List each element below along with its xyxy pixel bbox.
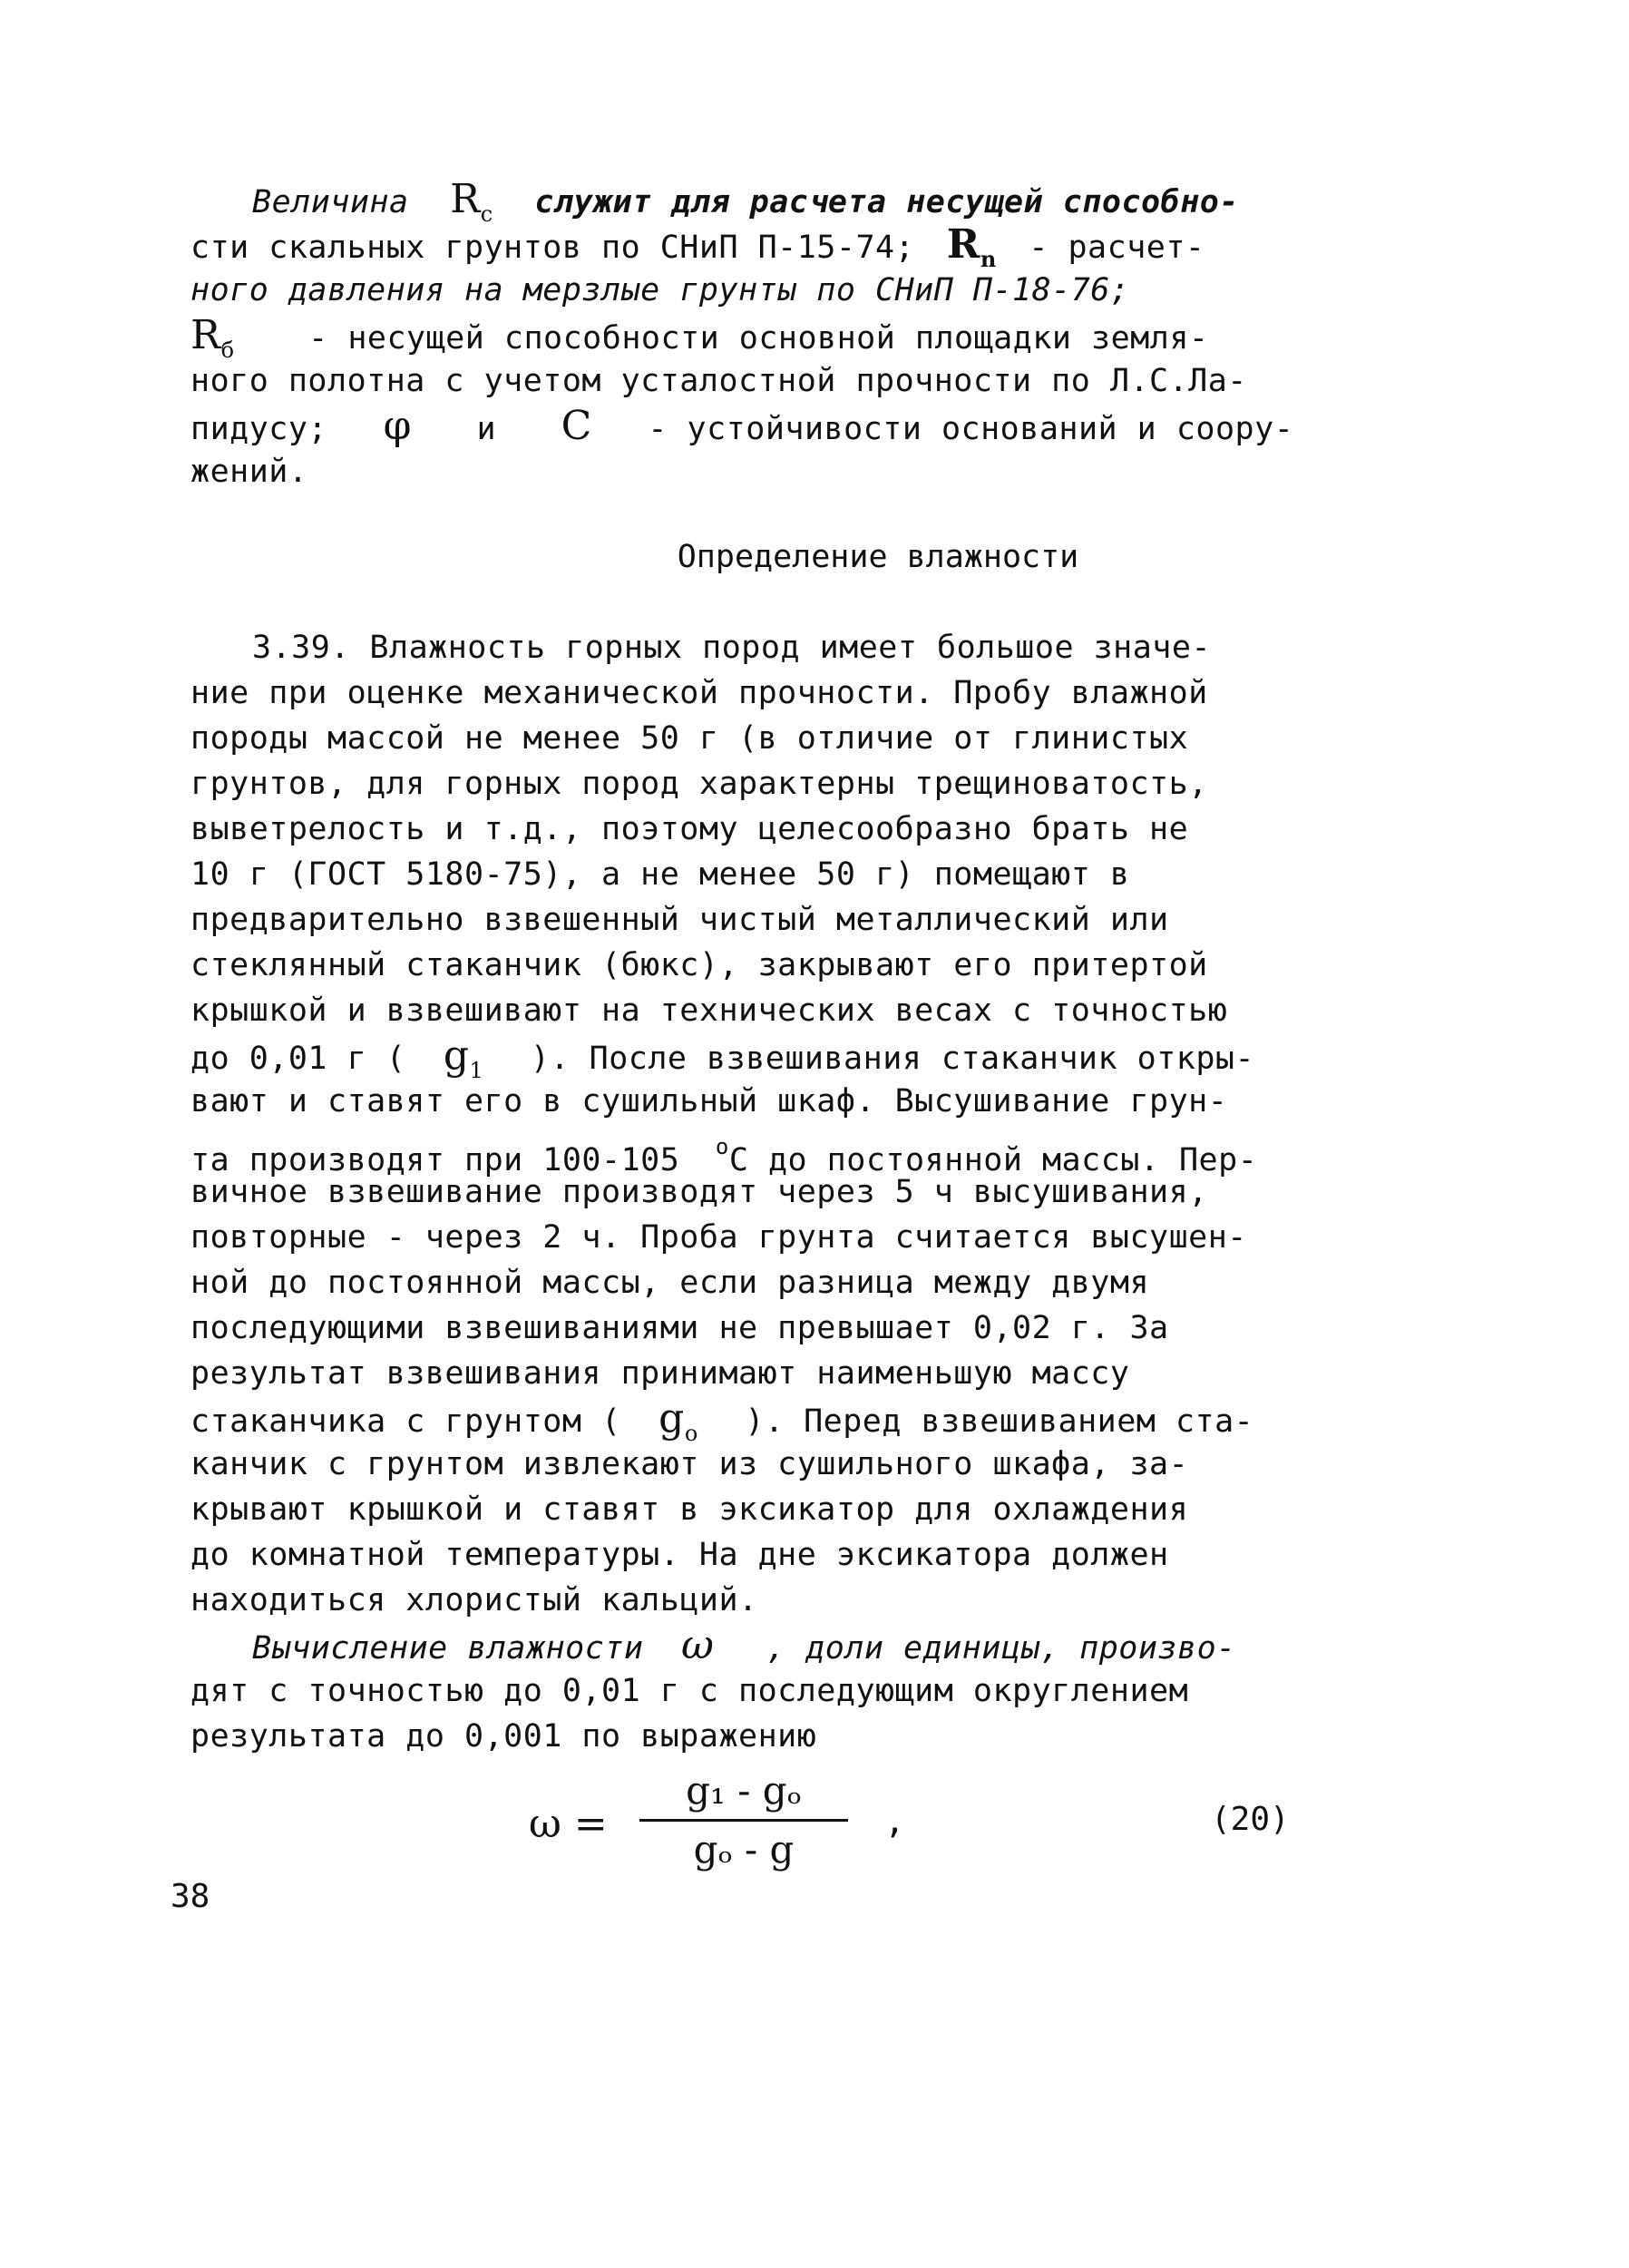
para2-line: крывают крышкой и ставят в эксикатор для охлаждения: [190, 1491, 1189, 1528]
symbol-g0: $g_o$: [658, 1395, 698, 1446]
degree-mark: $^о$С до постоянной массы. Пер-: [715, 1134, 1258, 1178]
text: - несущей способности основной площадки земля-: [308, 320, 1209, 357]
text: - расчет-: [1029, 230, 1205, 266]
formula-20: [522, 1765, 1338, 1901]
para2-line: 3.39. Влажность горных пород имеет большое значе-: [252, 630, 1212, 666]
text: та производят при 100-105: [190, 1142, 680, 1178]
page-number: 38: [171, 1878, 210, 1915]
formula-comma: ,: [884, 1801, 905, 1841]
text: - устойчивости оснований и соору-: [648, 411, 1294, 447]
para2-line: вичное взвешивание производят через 5 ч высушивания,: [190, 1174, 1208, 1210]
para2-line: канчик с грунтом извлекают из сушильного шкафа, за-: [190, 1446, 1189, 1482]
formula-fraction: [639, 1765, 848, 1876]
para2-line: последующими взвешиваниями не превышает 0,02 г. За: [190, 1310, 1169, 1346]
para1-line5: ного полотна с учетом усталостной прочности по Л.С.Ла-: [190, 363, 1247, 399]
symbol-R: $R_с$: [450, 176, 493, 227]
para1-line3: ного давления на мерзлые грунты по СНиП П-18-76;: [190, 272, 1130, 308]
para2-line: ной до постоянной массы, если разница между двумя: [190, 1265, 1150, 1301]
symbol-phi: φ: [383, 403, 412, 449]
para2-line: ние при оценке механической прочности. Пробу влажной: [190, 675, 1208, 711]
text: служит для расчета несущей способно-: [534, 184, 1239, 220]
para2-line: 10 г (ГОСТ 5180-75), а не менее 50 г) помещают в: [190, 856, 1130, 893]
symbol-g1: $g_1$: [443, 1032, 484, 1083]
para2-line: выветрелость и т.д., поэтому целесообразно брать не: [190, 811, 1189, 847]
equation-number: (20): [1211, 1801, 1290, 1838]
fraction-bar: [639, 1819, 848, 1822]
para2-line: результат взвешивания принимают наименьшую массу: [190, 1355, 1130, 1392]
para3-line3: результата до 0,001 по выражению: [190, 1718, 817, 1755]
text: пидусу;: [190, 411, 328, 447]
symbol-R: $R_n$: [946, 221, 997, 272]
formula-numerator: g₁ - gₒ: [686, 1768, 802, 1813]
text: ). Перед взвешиванием ста-: [745, 1403, 1254, 1440]
text: и: [476, 411, 497, 447]
symbol-C: С: [561, 403, 592, 449]
symbol-R: $R_б$: [190, 312, 235, 363]
para2-line: породы массой не менее 50 г (в отличие от глинистых: [190, 720, 1189, 757]
formula-lhs: ω =: [529, 1801, 608, 1847]
para2-line: повторные - через 2 ч. Проба грунта считается высушен-: [190, 1219, 1247, 1256]
text: до 0,01 г (: [190, 1041, 406, 1077]
para3-line2: дят с точностью до 0,01 г с последующим округлением: [190, 1673, 1189, 1709]
text: , доли единицы, произво-: [766, 1630, 1236, 1667]
section-heading: Определение влажности: [677, 539, 1079, 575]
para3-line1: [252, 1624, 1236, 1670]
formula-denominator: gₒ - g: [693, 1827, 795, 1872]
para2-line: вают и ставят его в сушильный шкаф. Высушивание грун-: [190, 1083, 1228, 1119]
para2-line: стеклянный стаканчик (бюкс), закрывают его притертой: [190, 947, 1208, 983]
text: Вычисление влажности: [252, 1630, 644, 1667]
para2-line: до комнатной температуры. На дне эксикатора должен: [190, 1537, 1169, 1573]
para2-line: предварительно взвешенный чистый металлический или: [190, 902, 1169, 938]
para2-line: грунтов, для горных пород характерны трещиноватость,: [190, 766, 1208, 802]
para2-line: крышкой и взвешивают на технических весах с точностью: [190, 992, 1228, 1029]
para2-line: находиться хлористый кальций.: [190, 1582, 758, 1618]
para1-line7: жений.: [190, 454, 308, 490]
text: Величина: [252, 184, 409, 220]
para1-line6: [190, 405, 1293, 451]
text: стаканчика с грунтом (: [190, 1403, 621, 1440]
symbol-omega: ω: [681, 1622, 715, 1668]
text: ). После взвешивания стаканчик откры-: [530, 1041, 1255, 1077]
text: сти скальных грунтов по СНиП П-15-74;: [190, 230, 915, 266]
